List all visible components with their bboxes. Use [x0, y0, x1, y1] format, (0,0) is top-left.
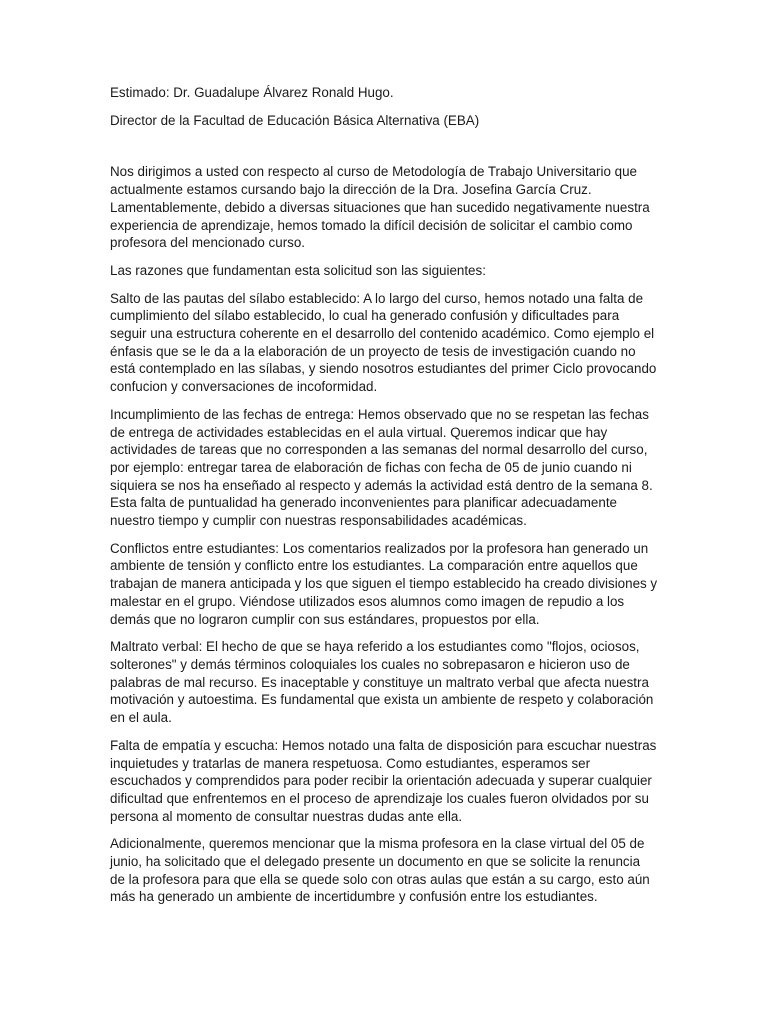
reason-paragraph: [110, 737, 658, 826]
reason-heading: Salto de las pautas del sílabo establecido:: [110, 290, 361, 306]
reason-text: Hemos notado una falta de disposición para escuchar nuestras inquietudes y tratarlas de manera respetuosa. Como estudiantes, esperamos ser escuchados y comprendidos para poder recibir la orientación adecuada y superar cualquier dificultad que enfrentemos en el proceso de aprendizaje los cuales fueron olvidados por su persona al momento de consultar nuestras dudas ante ella.: [110, 737, 657, 824]
reasons-intro: Las razones que fundamentan esta solicitud son las siguientes:: [110, 262, 486, 278]
reason-heading: Maltrato verbal:: [110, 639, 203, 655]
spacer: [110, 139, 658, 163]
reason-paragraph: [110, 290, 658, 396]
reason-heading: Falta de empatía y escucha:: [110, 737, 279, 753]
reason-heading: Conflictos entre estudiantes:: [110, 540, 279, 556]
closing-paragraph: Adicionalmente, queremos mencionar que la misma profesora en la clase virtual del 05 de junio, ha solicitado que el delegado presente un documento en que se solicite la renuncia de la profesora para que ella se quede solo con otras aulas que están a su cargo, esto aún más ha generado un ambiente de incertidumbre y confusión entre los estudiantes.: [110, 836, 650, 905]
salutation: Estimado: Dr. Guadalupe Álvarez Ronald Hugo.: [110, 85, 394, 100]
intro-paragraph: Nos dirigimos a usted con respecto al curso de Metodología de Trabajo Universitario que actualmente estamos cursando bajo la dirección de la Dra. Josefina García Cruz. Lamentablemente, debido a diversas situaciones que han sucedido negativamente nuestra experiencia de aprendizaje, hemos tomado la difícil decisión de solicitar el cambio como profesora del mencionado curso.: [110, 164, 650, 251]
reason-text: El hecho de que se haya referido a los estudiantes como "flojos, ociosos, solterones" y demás términos coloquiales los cuales no sobrepasaron e hicieron uso de palabras de mal recurso. Es inaceptable y constituye un maltrato verbal que afecta nuestra motivación y autoestima. Es fundamental que exista un ambiente de respeto y colaboración en el aula.: [110, 639, 654, 726]
reason-text: Hemos observado que no se respetan las fechas de entrega de actividades establecidas en el aula virtual. Queremos indicar que hay actividades de tareas que no corresponden a las semanas del normal desarrollo del curso, por ejemplo: entregar tarea de elaboración de fichas con fecha de 05 de junio cuando ni siquiera se nos ha enseñado al respecto y además la actividad está dentro de la semana 8. Esta falta de puntualidad ha generado inconvenientes para planificar adecuadamente nuestro tiempo y cumplir con nuestras responsabilidades académicas.: [110, 406, 653, 529]
letter-page: [110, 84, 658, 916]
reason-text: A lo largo del curso, hemos notado una falta de cumplimiento del sílabo establecido, lo cual ha generado confusión y dificultades para seguir una estructura coherente en el desarrollo del contenido académico. Como ejemplo el énfasis que se le da a la elaboración de un proyecto de tesis de investigación cuando no está contemplado en las sílabas, y siendo nosotros estudiantes del primer Ciclo provocando confucion y conversaciones de incoformidad.: [110, 290, 657, 395]
reason-text: Los comentarios realizados por la profesora han generado un ambiente de tensión y conflicto entre los estudiantes. La comparación entre aquellos que trabajan de manera anticipada y los que siguen el tiempo establecido ha creado divisiones y malestar en el grupo. Viéndose utilizados esos alumnos como imagen de repudio a los demás que no lograron cumplir con sus estándares, propuestos por ella.: [110, 540, 658, 627]
recipient-title: Director de la Facultad de Educación Básica Alternativa (EBA): [110, 112, 480, 128]
reason-heading: Incumplimiento de las fechas de entrega:: [110, 406, 355, 422]
reason-paragraph: [110, 406, 658, 530]
reason-paragraph: [110, 638, 658, 727]
reason-paragraph: [110, 540, 658, 629]
